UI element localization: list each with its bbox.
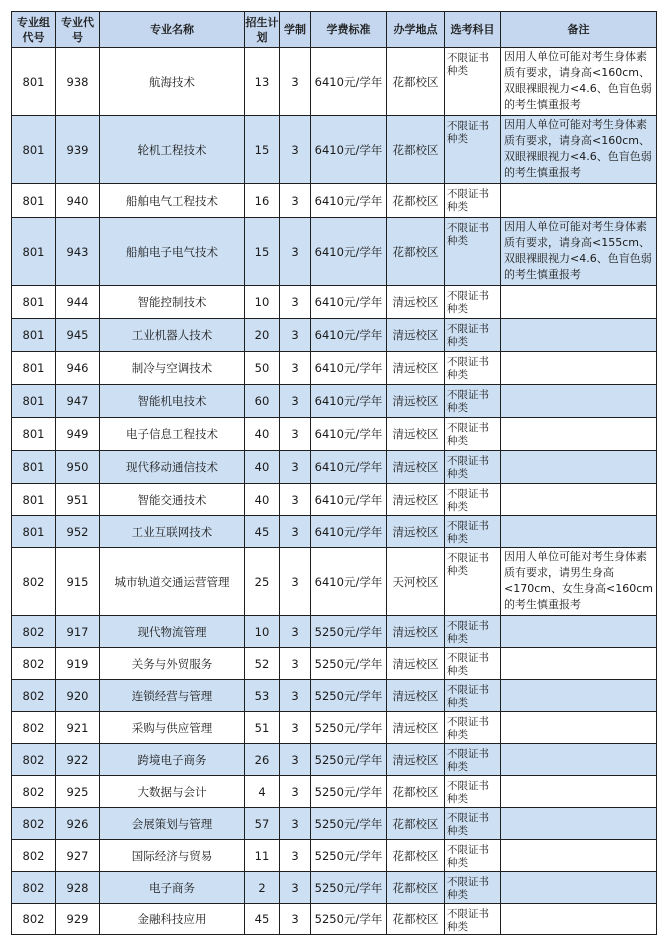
- tuition-cell: 5250元/学年: [311, 616, 387, 648]
- duration-cell: 3: [280, 484, 311, 516]
- subjects-cell: 不限证书种类: [445, 352, 501, 385]
- major-name-cell: 关务与外贸服务: [100, 648, 245, 680]
- notes-cell: [501, 418, 657, 451]
- duration-cell: 3: [280, 680, 311, 712]
- major-name-cell: 国际经济与贸易: [100, 840, 245, 872]
- notes-cell: [501, 352, 657, 385]
- tuition-cell: 6410元/学年: [311, 516, 387, 548]
- group-code-cell: 801: [12, 451, 56, 484]
- tuition-cell: 5250元/学年: [311, 872, 387, 904]
- plan-cell: 40: [245, 484, 280, 516]
- major-name-cell: 智能控制技术: [100, 286, 245, 319]
- plan-cell: 15: [245, 116, 280, 184]
- subjects-cell: 不限证书种类: [445, 680, 501, 712]
- admissions-table: [11, 11, 657, 935]
- major-code-cell: 917: [56, 616, 100, 648]
- plan-cell: 15: [245, 218, 280, 286]
- table-row: [12, 484, 657, 516]
- major-code-cell: 922: [56, 744, 100, 776]
- header-major-name: 专业名称: [100, 12, 245, 48]
- header-tuition: 学费标准: [311, 12, 387, 48]
- duration-cell: 3: [280, 744, 311, 776]
- tuition-cell: 5250元/学年: [311, 808, 387, 840]
- table-row: [12, 319, 657, 352]
- major-name-cell: 电子信息工程技术: [100, 418, 245, 451]
- table-row: [12, 712, 657, 744]
- campus-cell: 花都校区: [387, 184, 445, 218]
- duration-cell: 3: [280, 418, 311, 451]
- header-plan: 招生计划: [245, 12, 280, 48]
- duration-cell: 3: [280, 648, 311, 680]
- major-code-cell: 947: [56, 385, 100, 418]
- major-code-cell: 944: [56, 286, 100, 319]
- subjects-cell: 不限证书种类: [445, 904, 501, 935]
- campus-cell: 天河校区: [387, 548, 445, 616]
- group-code-cell: 801: [12, 218, 56, 286]
- major-name-cell: 连锁经营与管理: [100, 680, 245, 712]
- major-name-cell: 工业机器人技术: [100, 319, 245, 352]
- notes-cell: [501, 840, 657, 872]
- campus-cell: 花都校区: [387, 808, 445, 840]
- campus-cell: 花都校区: [387, 872, 445, 904]
- table-row: [12, 648, 657, 680]
- major-code-cell: 951: [56, 484, 100, 516]
- major-name-cell: 电子商务: [100, 872, 245, 904]
- duration-cell: 3: [280, 516, 311, 548]
- subjects-cell: 不限证书种类: [445, 48, 501, 116]
- subjects-cell: 不限证书种类: [445, 418, 501, 451]
- campus-cell: 清远校区: [387, 451, 445, 484]
- campus-cell: 花都校区: [387, 776, 445, 808]
- tuition-cell: 5250元/学年: [311, 648, 387, 680]
- duration-cell: 3: [280, 712, 311, 744]
- campus-cell: 清远校区: [387, 418, 445, 451]
- header-group-code: 专业组代号: [12, 12, 56, 48]
- tuition-cell: 6410元/学年: [311, 184, 387, 218]
- tuition-cell: 6410元/学年: [311, 319, 387, 352]
- major-name-cell: 轮机工程技术: [100, 116, 245, 184]
- duration-cell: 3: [280, 548, 311, 616]
- major-name-cell: 会展策划与管理: [100, 808, 245, 840]
- notes-cell: 因用人单位可能对考生身体素质有要求，请身高<160cm、双眼裸眼视力<4.6、色盲色弱的考生慎重报考: [501, 48, 657, 116]
- notes-cell: [501, 385, 657, 418]
- duration-cell: 3: [280, 218, 311, 286]
- group-code-cell: 801: [12, 516, 56, 548]
- plan-cell: 11: [245, 840, 280, 872]
- table-row: [12, 904, 657, 935]
- tuition-cell: 5250元/学年: [311, 776, 387, 808]
- subjects-cell: 不限证书种类: [445, 744, 501, 776]
- subjects-cell: 不限证书种类: [445, 286, 501, 319]
- major-code-cell: 920: [56, 680, 100, 712]
- major-name-cell: 智能机电技术: [100, 385, 245, 418]
- subjects-cell: 不限证书种类: [445, 516, 501, 548]
- plan-cell: 57: [245, 808, 280, 840]
- notes-cell: [501, 808, 657, 840]
- notes-cell: [501, 744, 657, 776]
- table-row: [12, 616, 657, 648]
- notes-cell: [501, 184, 657, 218]
- notes-cell: [501, 904, 657, 935]
- campus-cell: 花都校区: [387, 48, 445, 116]
- group-code-cell: 801: [12, 319, 56, 352]
- duration-cell: 3: [280, 48, 311, 116]
- campus-cell: 清远校区: [387, 352, 445, 385]
- group-code-cell: 801: [12, 286, 56, 319]
- group-code-cell: 802: [12, 776, 56, 808]
- table-row: [12, 680, 657, 712]
- plan-cell: 40: [245, 418, 280, 451]
- header-campus: 办学地点: [387, 12, 445, 48]
- duration-cell: 3: [280, 840, 311, 872]
- major-code-cell: 919: [56, 648, 100, 680]
- header-row: [12, 12, 657, 48]
- plan-cell: 45: [245, 904, 280, 935]
- major-code-cell: 938: [56, 48, 100, 116]
- tuition-cell: 5250元/学年: [311, 904, 387, 935]
- subjects-cell: 不限证书种类: [445, 712, 501, 744]
- campus-cell: 花都校区: [387, 904, 445, 935]
- major-code-cell: 926: [56, 808, 100, 840]
- plan-cell: 51: [245, 712, 280, 744]
- campus-cell: 花都校区: [387, 840, 445, 872]
- major-name-cell: 制冷与空调技术: [100, 352, 245, 385]
- major-code-cell: 940: [56, 184, 100, 218]
- major-code-cell: 950: [56, 451, 100, 484]
- group-code-cell: 802: [12, 904, 56, 935]
- major-code-cell: 943: [56, 218, 100, 286]
- notes-cell: [501, 286, 657, 319]
- table-row: [12, 451, 657, 484]
- table-row: [12, 116, 657, 184]
- duration-cell: 3: [280, 904, 311, 935]
- table-row: [12, 776, 657, 808]
- major-code-cell: 952: [56, 516, 100, 548]
- subjects-cell: 不限证书种类: [445, 648, 501, 680]
- table-row: [12, 872, 657, 904]
- notes-cell: [501, 616, 657, 648]
- header-notes: 备注: [501, 12, 657, 48]
- plan-cell: 60: [245, 385, 280, 418]
- duration-cell: 3: [280, 451, 311, 484]
- table-row: [12, 218, 657, 286]
- group-code-cell: 801: [12, 48, 56, 116]
- tuition-cell: 6410元/学年: [311, 418, 387, 451]
- major-name-cell: 船舶电气工程技术: [100, 184, 245, 218]
- major-name-cell: 工业互联网技术: [100, 516, 245, 548]
- major-name-cell: 采购与供应管理: [100, 712, 245, 744]
- group-code-cell: 801: [12, 484, 56, 516]
- subjects-cell: 不限证书种类: [445, 484, 501, 516]
- campus-cell: 花都校区: [387, 116, 445, 184]
- subjects-cell: 不限证书种类: [445, 616, 501, 648]
- major-code-cell: 929: [56, 904, 100, 935]
- duration-cell: 3: [280, 116, 311, 184]
- group-code-cell: 802: [12, 840, 56, 872]
- duration-cell: 3: [280, 776, 311, 808]
- major-code-cell: 949: [56, 418, 100, 451]
- group-code-cell: 802: [12, 616, 56, 648]
- notes-cell: [501, 648, 657, 680]
- major-name-cell: 金融科技应用: [100, 904, 245, 935]
- major-code-cell: 945: [56, 319, 100, 352]
- group-code-cell: 801: [12, 116, 56, 184]
- table-row: [12, 418, 657, 451]
- group-code-cell: 802: [12, 712, 56, 744]
- tuition-cell: 6410元/学年: [311, 451, 387, 484]
- plan-cell: 2: [245, 872, 280, 904]
- duration-cell: 3: [280, 352, 311, 385]
- plan-cell: 4: [245, 776, 280, 808]
- header-duration: 学制: [280, 12, 311, 48]
- campus-cell: 花都校区: [387, 218, 445, 286]
- campus-cell: 清远校区: [387, 484, 445, 516]
- tuition-cell: 6410元/学年: [311, 548, 387, 616]
- major-code-cell: 927: [56, 840, 100, 872]
- tuition-cell: 5250元/学年: [311, 712, 387, 744]
- table-row: [12, 184, 657, 218]
- campus-cell: 清远校区: [387, 680, 445, 712]
- notes-cell: [501, 872, 657, 904]
- duration-cell: 3: [280, 184, 311, 218]
- major-code-cell: 946: [56, 352, 100, 385]
- duration-cell: 3: [280, 808, 311, 840]
- major-name-cell: 大数据与会计: [100, 776, 245, 808]
- table-row: [12, 48, 657, 116]
- notes-cell: [501, 516, 657, 548]
- duration-cell: 3: [280, 319, 311, 352]
- table-row: [12, 516, 657, 548]
- plan-cell: 10: [245, 286, 280, 319]
- plan-cell: 25: [245, 548, 280, 616]
- header-major-code: 专业代号: [56, 12, 100, 48]
- group-code-cell: 801: [12, 418, 56, 451]
- subjects-cell: 不限证书种类: [445, 808, 501, 840]
- tuition-cell: 6410元/学年: [311, 352, 387, 385]
- major-name-cell: 跨境电子商务: [100, 744, 245, 776]
- group-code-cell: 802: [12, 808, 56, 840]
- group-code-cell: 801: [12, 352, 56, 385]
- notes-cell: 因用人单位可能对考生身体素质有要求，请身高<155cm、双眼裸眼视力<4.6、色盲色弱的考生慎重报考: [501, 218, 657, 286]
- table-row: [12, 286, 657, 319]
- group-code-cell: 802: [12, 648, 56, 680]
- table-row: [12, 548, 657, 616]
- subjects-cell: 不限证书种类: [445, 218, 501, 286]
- notes-cell: [501, 712, 657, 744]
- subjects-cell: 不限证书种类: [445, 116, 501, 184]
- subjects-cell: 不限证书种类: [445, 548, 501, 616]
- duration-cell: 3: [280, 286, 311, 319]
- table-row: [12, 352, 657, 385]
- campus-cell: 清远校区: [387, 385, 445, 418]
- duration-cell: 3: [280, 385, 311, 418]
- group-code-cell: 801: [12, 385, 56, 418]
- subjects-cell: 不限证书种类: [445, 451, 501, 484]
- tuition-cell: 5250元/学年: [311, 680, 387, 712]
- duration-cell: 3: [280, 872, 311, 904]
- notes-cell: 因用人单位可能对考生身体素质有要求，请男生身高<170cm、女生身高<160cm的考生慎重报考: [501, 548, 657, 616]
- table-row: [12, 744, 657, 776]
- group-code-cell: 802: [12, 872, 56, 904]
- tuition-cell: 5250元/学年: [311, 840, 387, 872]
- campus-cell: 清远校区: [387, 319, 445, 352]
- tuition-cell: 6410元/学年: [311, 484, 387, 516]
- group-code-cell: 801: [12, 184, 56, 218]
- plan-cell: 53: [245, 680, 280, 712]
- table-row: [12, 840, 657, 872]
- duration-cell: 3: [280, 616, 311, 648]
- major-name-cell: 智能交通技术: [100, 484, 245, 516]
- notes-cell: [501, 680, 657, 712]
- notes-cell: [501, 319, 657, 352]
- group-code-cell: 802: [12, 548, 56, 616]
- notes-cell: [501, 451, 657, 484]
- tuition-cell: 6410元/学年: [311, 48, 387, 116]
- tuition-cell: 6410元/学年: [311, 218, 387, 286]
- major-code-cell: 925: [56, 776, 100, 808]
- header-subjects: 选考科目: [445, 12, 501, 48]
- subjects-cell: 不限证书种类: [445, 319, 501, 352]
- major-name-cell: 现代物流管理: [100, 616, 245, 648]
- major-name-cell: 船舶电子电气技术: [100, 218, 245, 286]
- plan-cell: 52: [245, 648, 280, 680]
- campus-cell: 清远校区: [387, 286, 445, 319]
- campus-cell: 清远校区: [387, 516, 445, 548]
- tuition-cell: 5250元/学年: [311, 744, 387, 776]
- subjects-cell: 不限证书种类: [445, 840, 501, 872]
- table-row: [12, 808, 657, 840]
- plan-cell: 26: [245, 744, 280, 776]
- subjects-cell: 不限证书种类: [445, 184, 501, 218]
- subjects-cell: 不限证书种类: [445, 872, 501, 904]
- major-name-cell: 城市轨道交通运营管理: [100, 548, 245, 616]
- plan-cell: 10: [245, 616, 280, 648]
- notes-cell: [501, 776, 657, 808]
- group-code-cell: 802: [12, 744, 56, 776]
- major-code-cell: 915: [56, 548, 100, 616]
- plan-cell: 40: [245, 451, 280, 484]
- campus-cell: 清远校区: [387, 744, 445, 776]
- group-code-cell: 802: [12, 680, 56, 712]
- tuition-cell: 6410元/学年: [311, 286, 387, 319]
- tuition-cell: 6410元/学年: [311, 385, 387, 418]
- major-code-cell: 939: [56, 116, 100, 184]
- subjects-cell: 不限证书种类: [445, 776, 501, 808]
- major-code-cell: 921: [56, 712, 100, 744]
- plan-cell: 45: [245, 516, 280, 548]
- notes-cell: 因用人单位可能对考生身体素质有要求，请身高<160cm、双眼裸眼视力<4.6、色盲色弱的考生慎重报考: [501, 116, 657, 184]
- subjects-cell: 不限证书种类: [445, 385, 501, 418]
- major-code-cell: 928: [56, 872, 100, 904]
- table-row: [12, 385, 657, 418]
- campus-cell: 清远校区: [387, 616, 445, 648]
- plan-cell: 20: [245, 319, 280, 352]
- plan-cell: 13: [245, 48, 280, 116]
- major-name-cell: 现代移动通信技术: [100, 451, 245, 484]
- campus-cell: 清远校区: [387, 648, 445, 680]
- notes-cell: [501, 484, 657, 516]
- campus-cell: 清远校区: [387, 712, 445, 744]
- plan-cell: 50: [245, 352, 280, 385]
- tuition-cell: 6410元/学年: [311, 116, 387, 184]
- plan-cell: 16: [245, 184, 280, 218]
- major-name-cell: 航海技术: [100, 48, 245, 116]
